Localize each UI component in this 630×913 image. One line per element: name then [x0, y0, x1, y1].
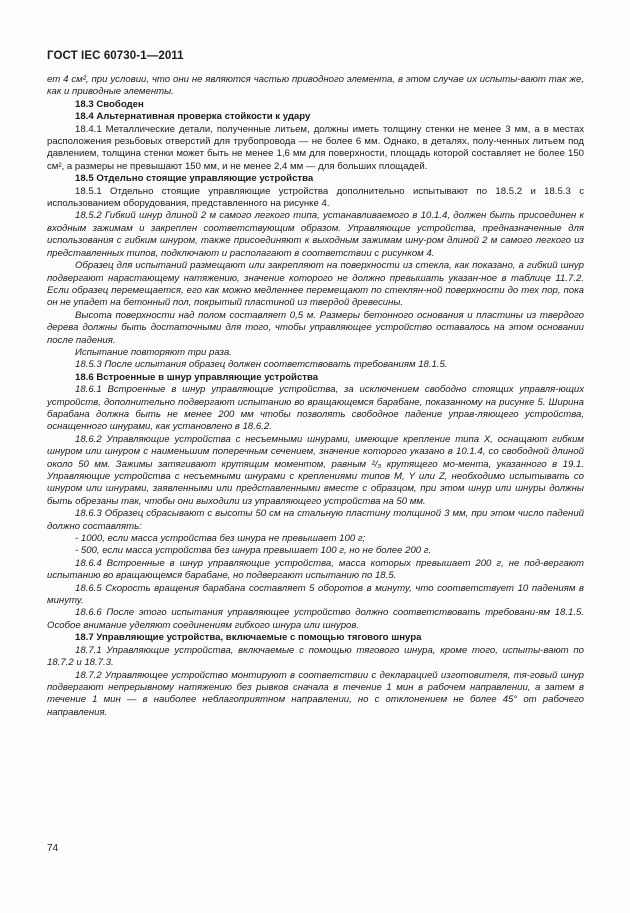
page-number: 74: [47, 843, 59, 854]
paragraph: 18.6.1 Встроенные в шнур управляющие устройства, за исключением свободно стоящих управля-ющих устройств, дополнительно подвергают испытанию во вращающемся барабане, показанному на рисунке 5. Ширина барабана должна быть не менее 200 мм чтобы позволять свободное падение управ-ляющего устройства, оснащенного шнурами, как установлено в 18.6.2.: [47, 384, 584, 433]
paragraph: ет 4 см², при условии, что они не являются частью приводного элемента, в этом случае их испыты-вают так же, как и приводные элементы.: [47, 74, 584, 98]
paragraph: 18.5.2 Гибкий шнур длиной 2 м самого легкого типа, устанавливаемого в 10.1.4, должен быть присоединен к входным зажимам и закреплен соответствующим образом. Управляющие устройства, предназначенные для использования с гибким шнуром, также присоединяют к выходным зажимам шну-ром длиной 2 м самого легкого из представленных типов, подключают и располагают в соответствии с рисунком 4.: [47, 210, 584, 259]
body-text: [47, 74, 584, 719]
paragraph: 18.4.1 Металлические детали, полученные литьем, должны иметь толщину стенки не менее 3 мм, а в местах расположения резьбовых отверстий для трубопровода — не более 6 мм. Однако, в деталях, полу-ченных литьем под давлением, толщина стенки может быть не менее 1,6 мм для поверхности, площадь которой составляет не более 150 см², а размеры не превышают 150 мм, и не менее 2,4 мм — для больших площадей.: [47, 123, 584, 172]
paragraph: 18.7 Управляющие устройства, включаемые с помощью тягового шнура: [75, 632, 422, 644]
paragraph: 18.7.2 Управляющее устройство монтируют в соответствии с декларацией изготовителя, тя-говый шнур подвергают непрерывному натяжению без рывков сначала в течение 1 мин в рабочем направлении, а затем в течение 1 мин — в наиболее неблагоприятном направлении, но с отклонением не более 45° от рабочего направления.: [47, 669, 584, 718]
paragraph: 18.6.5 Скорость вращения барабана составляет 5 оборотов в минуту, что соответствует 10 падениям в минуту.: [47, 582, 584, 607]
paragraph: 18.5 Отдельно стоящие управляющие устройства: [75, 173, 314, 185]
paragraph: 18.5.3 После испытания образец должен соответствовать требованиям 18.1.5.: [75, 359, 448, 371]
paragraph: Высота поверхности над полом составляет 0,5 м. Размеры бетонного основания и пластины из твердого дерева должны быть достаточными для того, чтобы управляющее устройство оставалось на этом основании после падения.: [47, 309, 584, 346]
paragraph: 18.5.1 Отдельно стоящие управляющие устройства дополнительно испытывают по 18.5.2 и 18.5.3 с использованием оборудования, представленного на рисунке 4.: [47, 185, 584, 210]
paragraph: - 500, если масса устройства без шнура превышает 100 г, но не более 200 г.: [75, 545, 432, 557]
paragraph: 18.4 Альтернативная проверка стойкости к удару: [75, 111, 311, 123]
paragraph: 18.6.3 Образец сбрасывают с высоты 50 см на стальную пластину толщиной 3 мм, при этом число падений должно составлять:: [47, 508, 584, 532]
paragraph: 18.7.1 Управляющие устройства, включаемые с помощью тягового шнура, кроме того, испыты-вают по 18.7.2 и 18.7.3.: [47, 644, 584, 669]
paragraph: 18.3 Свободен: [75, 98, 144, 110]
paragraph: - 1000, если масса устройства без шнура не превышает 100 г;: [75, 533, 366, 545]
paragraph: Образец для испытаний размещают или закрепляют на поверхности из стекла, как показано, а гибкий шнур подвергают нарастающему натяжению, значение которого не должно превышать указан-ное в таблице 11.7.2. Если образец перемещается, его как можно медленнее перемещают по стеклян-ной поверхности до тех пор, пока он не упадет на бетонный пол, покрытый пластиной из твердой древесины.: [47, 260, 584, 309]
paragraph: Испытание повторяют три раза.: [75, 346, 232, 358]
standard-header: ГОСТ IEC 60730-1—2011: [47, 50, 184, 62]
paragraph: 18.6.6 После этого испытания управляющее устройство должно соответствовать требовани-ям 18.1.5. Особое внимание уделяют соединениям гибкого шнура или шнуров.: [47, 607, 584, 631]
paragraph: 18.6 Встроенные в шнур управляющие устройства: [75, 371, 319, 383]
paragraph: 18.6.4 Встроенные в шнур управляющие устройства, масса которых превышает 200 г, не под-вергают испытанию во вращающемся барабане, но подвергают испытанию по 18.5.: [47, 557, 584, 582]
paragraph: 18.6.2 Управляющие устройства с несъемными шнурами, имеющие крепление типа X, оснащают гибким шнуром или шнуром с наименьшим поперечным сечением, значение которого указано в 10.1.4, со свободной длиной около 50 мм. Зажимы затягивают крутящим моментом, равным ²/₃ крутящего мо-мента, указанного в 19.1. Управляющие устройства с несъемными шнурами с креплениями типов M, Y или Z, необходимо испытывать со шнуром или шнурами, заявленными или представленными вместе с образцом, при этом шнур или шнуры должны быть обрезаны так, чтобы они выходили из управляющего устройства на 50 мм.: [47, 433, 584, 507]
